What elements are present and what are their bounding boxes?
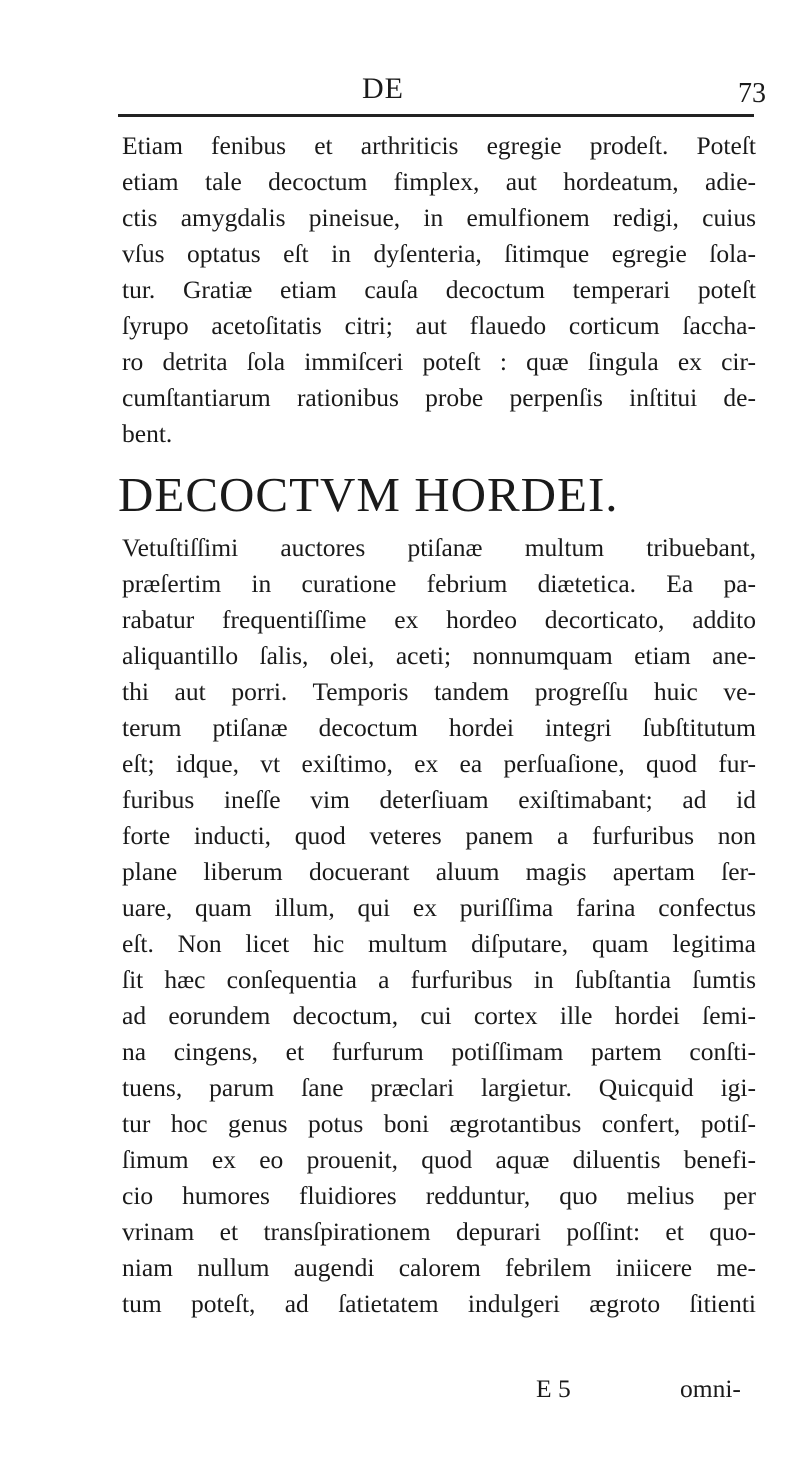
page-footer [0,1374,800,1414]
text-line: ad eorundem decoctum, cui cortex ille hordei ſemi- [122,1001,756,1030]
text-line: furibus ineſſe vim deterſiuam exiſtimabant; ad id [122,785,756,814]
running-head [0,68,800,108]
text-line: ro detrita ſola immiſceri poteſt : quæ ſingula ex cir- [122,347,756,376]
text-line: rabatur frequentiſſime ex hordeo decorticato, addito [122,605,756,634]
page-number: 73 [738,78,766,109]
text-line: ſimum ex eo prouenit, quod aquæ diluentis benefi- [122,1145,756,1174]
text-line: niam nullum augendi calorem febrilem iniicere me- [122,1253,756,1282]
signature-mark: E 5 [536,1374,571,1403]
text-line: ſyrupo acetoſitatis citri; aut flauedo corticum ſaccha- [122,311,756,340]
text-line: tum poteſt, ad ſatietatem indulgeri ægroto ſitienti [122,1289,756,1318]
text-line: thi aut porri. Temporis tandem progreſſu huic ve- [122,677,756,706]
text-line: eſt; idque, vt exiſtimo, ex ea perſuaſione, quod fur- [122,749,756,778]
text-line: uare, quam illum, qui ex puriſſima farina confectus [122,893,756,922]
text-line: Vetuſtiſſimi auctores ptiſanæ multum tribuebant, [122,533,756,562]
text-line: cio humores fluidiores redduntur, quo melius per [122,1181,756,1210]
paragraph-1 [122,128,756,452]
text-line: na cingens, et furfurum potiſſimam partem conſti- [122,1037,756,1066]
text-line: forte inducti, quod veteres panem a furfuribus non [122,821,756,850]
text-line: præſertim in curatione febrium diætetica. Ea pa- [122,569,756,598]
text-line: tuens, parum ſane præclari largietur. Quicquid igi- [122,1073,756,1102]
text-line: ſit hæc conſequentia a furfuribus in ſubſtantia ſumtis [122,965,756,994]
text-line: vſus optatus eſt in dyſenteria, ſitimque egregie ſola- [122,239,756,268]
catchword: omni- [680,1374,741,1403]
header-rule [118,114,754,117]
text-line: plane liberum docuerant aluum magis apertam ſer- [122,857,756,886]
text-line: etiam tale decoctum fimplex, aut hordeatum, adie- [122,167,756,196]
paragraph-2 [122,530,756,1322]
text-line: ctis amygdalis pineisue, in emulfionem redigi, cuius [122,203,756,232]
text-line: Etiam fenibus et arthriticis egregie prodeſt. Poteſt [122,131,756,160]
text-line: tur. Gratiæ etiam cauſa decoctum temperari poteſt [122,275,756,304]
text-line: terum ptiſanæ decoctum hordei integri ſubſtitutum [122,713,756,742]
text-line: cumſtantiarum rationibus probe perpenſis inſtitui de- [122,383,756,412]
running-head-title: DE [362,72,404,105]
text-line: eſt. Non licet hic multum diſputare, quam legitima [122,929,756,958]
text-line: bent. [122,419,173,448]
text-line: vrinam et transſpirationem depurari poſſint: et quo- [122,1217,756,1246]
section-heading: DECOCTVM HORDEI. [118,467,619,522]
text-line: aliquantillo ſalis, olei, aceti; nonnumquam etiam ane- [122,641,756,670]
text-line: tur hoc genus potus boni ægrotantibus confert, potiſ- [122,1109,756,1138]
